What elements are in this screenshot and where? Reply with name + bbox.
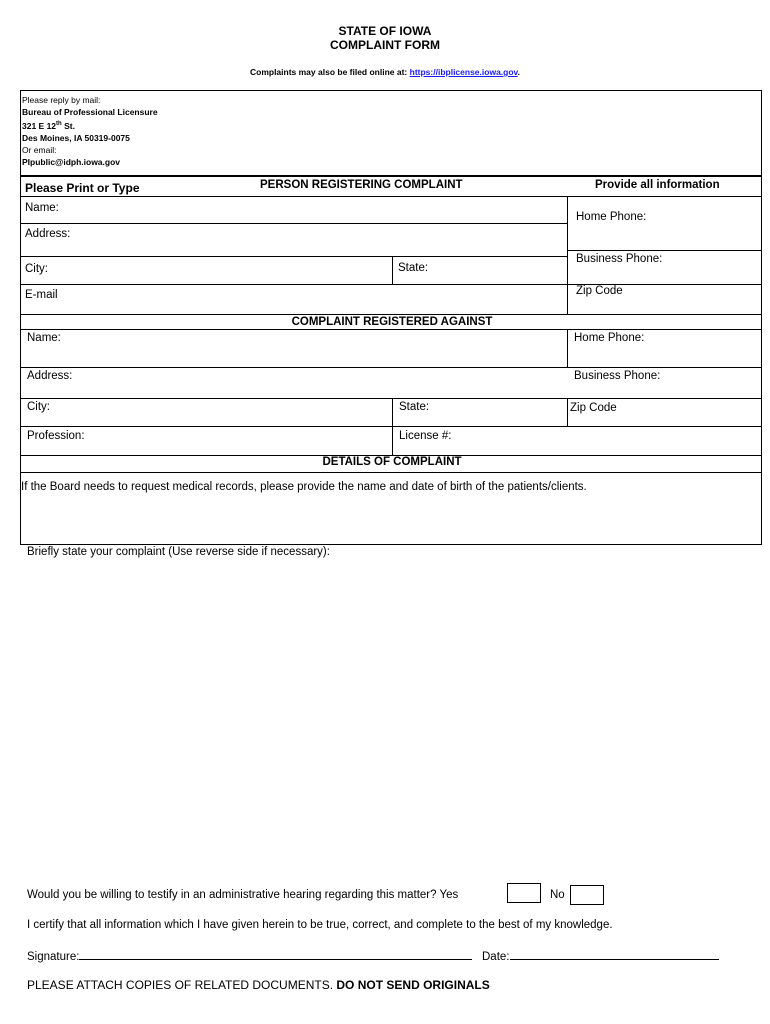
registrant-state-field[interactable]: State: <box>398 262 429 274</box>
mail-address-block <box>22 94 158 168</box>
respondent-zip-field[interactable]: Zip Code <box>570 402 617 414</box>
street-number: 321 E 12 <box>22 120 57 131</box>
reply-by-mail-label: Please reply by mail: <box>22 95 101 105</box>
registrant-email-field[interactable]: E-mail <box>25 289 58 301</box>
bureau-name: Bureau of Professional Licensure <box>22 107 158 117</box>
street-suffix: th <box>56 121 62 127</box>
divider <box>567 329 568 367</box>
attach-note-text: PLEASE ATTACH COPIES OF RELATED DOCUMENTS. <box>27 978 337 992</box>
online-filing-link[interactable]: https://ibplicense.iowa.gov <box>409 67 518 77</box>
street-address <box>22 118 158 132</box>
respondent-profession-field[interactable]: Profession: <box>27 430 85 442</box>
person-registering-heading: PERSON REGISTERING COMPLAINT <box>260 179 463 191</box>
divider <box>20 256 567 257</box>
divider <box>20 314 762 315</box>
respondent-business-phone-field[interactable]: Business Phone: <box>574 370 661 382</box>
respondent-state-field[interactable]: State: <box>399 401 430 413</box>
city-state-zip: Des Moines, IA 50319-0075 <box>22 132 130 143</box>
registrant-business-phone-field[interactable]: Business Phone: <box>576 253 663 265</box>
divider <box>20 284 762 285</box>
testify-no-checkbox[interactable] <box>570 885 604 905</box>
testify-question: Would you be willing to testify in an administrative hearing regarding this matter? Yes <box>27 889 459 901</box>
divider <box>20 367 762 368</box>
divider <box>20 223 567 224</box>
divider <box>20 426 762 427</box>
divider <box>20 196 762 197</box>
medical-records-note: If the Board needs to request medical records, please provide the name and date of birth of the patients/clients. <box>21 481 587 493</box>
do-not-send-originals: DO NOT SEND ORIGINALS <box>336 978 490 992</box>
online-note-text: Complaints may also be filed online at: <box>249 67 408 77</box>
registered-against-heading: COMPLAINT REGISTERED AGAINST <box>291 316 493 328</box>
signature-label: Signature: <box>27 951 80 963</box>
signature-row <box>27 948 472 963</box>
registrant-name-field[interactable]: Name: <box>25 202 59 214</box>
attach-documents-note <box>27 978 490 992</box>
divider <box>567 196 568 314</box>
certification-statement: I certify that all information which I have given herein to be true, correct, and complete to the best of my knowledge. <box>27 919 613 931</box>
date-label: Date: <box>482 951 510 963</box>
divider <box>392 256 393 284</box>
respondent-license-field[interactable]: License #: <box>399 430 452 442</box>
signature-line[interactable] <box>79 948 472 960</box>
print-or-type-label: Please Print or Type <box>25 181 140 195</box>
registrant-city-field[interactable]: City: <box>25 263 48 275</box>
testify-no-label: No <box>550 889 565 901</box>
divider <box>567 398 568 426</box>
testify-yes-checkbox[interactable] <box>507 883 541 903</box>
or-email-label: Or email: <box>22 144 57 155</box>
brief-complaint-label: Briefly state your complaint (Use reverse side if necessary): <box>27 546 330 558</box>
respondent-city-field[interactable]: City: <box>27 401 50 413</box>
patient-info-field[interactable] <box>22 496 760 542</box>
form-title: COMPLAINT FORM <box>330 38 440 52</box>
form-title-state: STATE OF IOWA <box>338 24 432 38</box>
contact-email[interactable]: PIpublic@idph.iowa.gov <box>22 156 121 167</box>
registrant-address-field[interactable]: Address: <box>25 228 71 240</box>
date-line[interactable] <box>510 948 719 960</box>
online-filing-note <box>0 67 770 77</box>
divider <box>20 398 762 399</box>
divider <box>567 250 762 251</box>
respondent-name-field[interactable]: Name: <box>27 332 61 344</box>
provide-all-info-label: Provide all information <box>595 179 720 191</box>
street-name: St. <box>61 120 75 131</box>
date-row <box>482 948 719 963</box>
complaint-description-area[interactable] <box>22 564 760 874</box>
registrant-zip-field[interactable]: Zip Code <box>576 285 623 297</box>
divider <box>20 472 762 473</box>
registrant-home-phone-field[interactable]: Home Phone: <box>576 211 647 223</box>
details-heading: DETAILS OF COMPLAINT <box>322 456 462 468</box>
respondent-home-phone-field[interactable]: Home Phone: <box>574 332 645 344</box>
online-note-end: . <box>517 67 521 77</box>
divider <box>20 329 762 330</box>
respondent-address-field[interactable]: Address: <box>27 370 73 382</box>
